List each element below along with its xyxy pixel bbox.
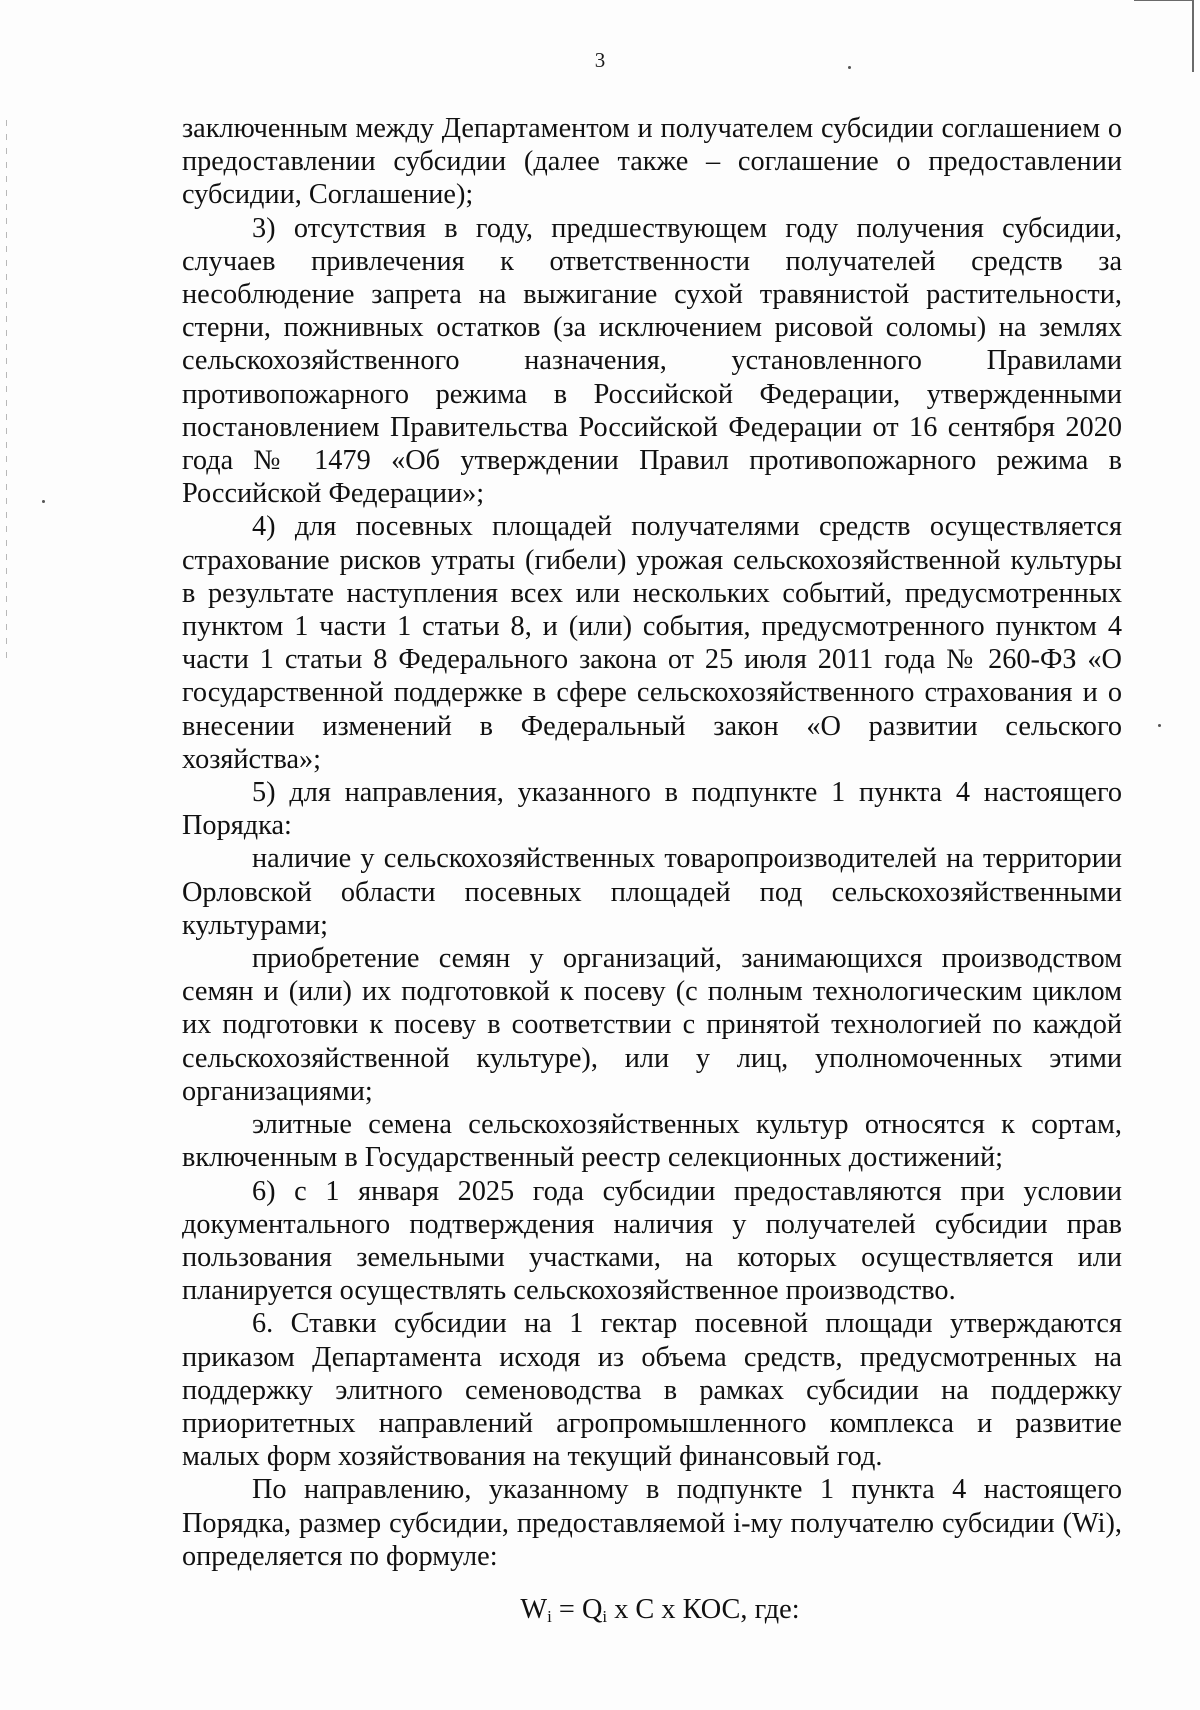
- formula-rest: х С х КОС, где:: [607, 1594, 800, 1625]
- paragraph-condition: элитные семена сельскохозяйственных культур относятся к сортам, включенным в Государственный реестр селекционных достижений;: [182, 1109, 1122, 1174]
- formula-w: W: [520, 1594, 548, 1625]
- paragraph-item-4: 4) для посевных площадей получателями средств осуществляется страхование рисков утраты (гибели) урожая сельскохозяйственной культуры в результате наступления всех или нескольких событий, предусмотренных пунктом 1 части 1 статьи 8, и (или) события, предусмотренного пунктом 4 части 1 статьи 8 Федерального закона от 25 июля 2011 года № 260-ФЗ «О государственной поддержке в сфере сельскохозяйственного страхования и о внесении изменений в Федеральный закон «О развитии сельского хозяйства»;: [182, 511, 1122, 775]
- paragraph-item-3: 3) отсутствия в году, предшествующем году получения субсидии, случаев привлечения к ответственности получателей средств за несоблюдение запрета на выжигание сухой травянистой растительности, стерни, пожнивных остатков (за исключением рисовой соломы) на землях сельскохозяйственного назначения, установленного Правилами противопожарного режима в Российской Федерации, утвержденными постановлением Правительства Российской Федерации от 16 сентября 2020 года № 1479 «Об утверждении Правил противопожарного режима в Российской Федерации»;: [182, 212, 1122, 510]
- formula-q-subscript: i: [602, 1607, 608, 1626]
- paragraph-section-6: 6. Ставки субсидии на 1 гектар посевной площади утверждаются приказом Департамента исходя из объема средств, предусмотренных на поддержку элитного семеноводства в рамках субсидии на поддержку приоритетных направлений агропромышленного комплекса и развитие малых форм хозяйствования на текущий финансовый год.: [182, 1308, 1122, 1473]
- paragraph: заключенным между Департаментом и получателем субсидии соглашением о предоставлении субсидии (далее также – соглашение о предоставлении субсидии, Соглашение);: [182, 113, 1122, 211]
- paragraph-item-5: 5) для направления, указанного в подпункте 1 пункта 4 настоящего Порядка:: [182, 777, 1122, 842]
- paragraph-condition: приобретение семян у организаций, занимающихся производством семян и (или) их подготовкой к посеву (с полным технологическим циклом их подготовки к посеву в соответствии с принятой технологией по каждой сельскохозяйственной культуре), или у лиц, уполномоченных этими организациями;: [182, 943, 1122, 1107]
- paragraph-formula-intro: По направлению, указанному в подпункте 1 пункта 4 настоящего Порядка, размер субсидии, предоставляемой i-му получателю субсидии (Wi), определяется по формуле:: [182, 1474, 1122, 1572]
- subsidy-formula: [0, 1594, 1200, 1627]
- document-body: [182, 112, 1122, 1573]
- paragraph-condition: наличие у сельскохозяйственных товаропроизводителей на территории Орловской области посевных площадей под сельскохозяйственными культурами;: [182, 843, 1122, 941]
- scan-speck: [42, 500, 45, 503]
- paragraph-item-6: 6) с 1 января 2025 года субсидии предоставляются при условии документального подтверждения наличия у получателей субсидии прав пользования земельными участками, на которых осуществляется или планируется осуществлять сельскохозяйственное производство.: [182, 1175, 1122, 1307]
- scan-artifact-left-edge: [6, 120, 7, 660]
- formula-equals-q: = Q: [551, 1594, 603, 1625]
- scan-speck: [1158, 724, 1161, 727]
- scan-artifact-right-corner: [1134, 0, 1192, 1]
- page-number: 3: [594, 48, 606, 72]
- formula-w-subscript: i: [547, 1607, 552, 1626]
